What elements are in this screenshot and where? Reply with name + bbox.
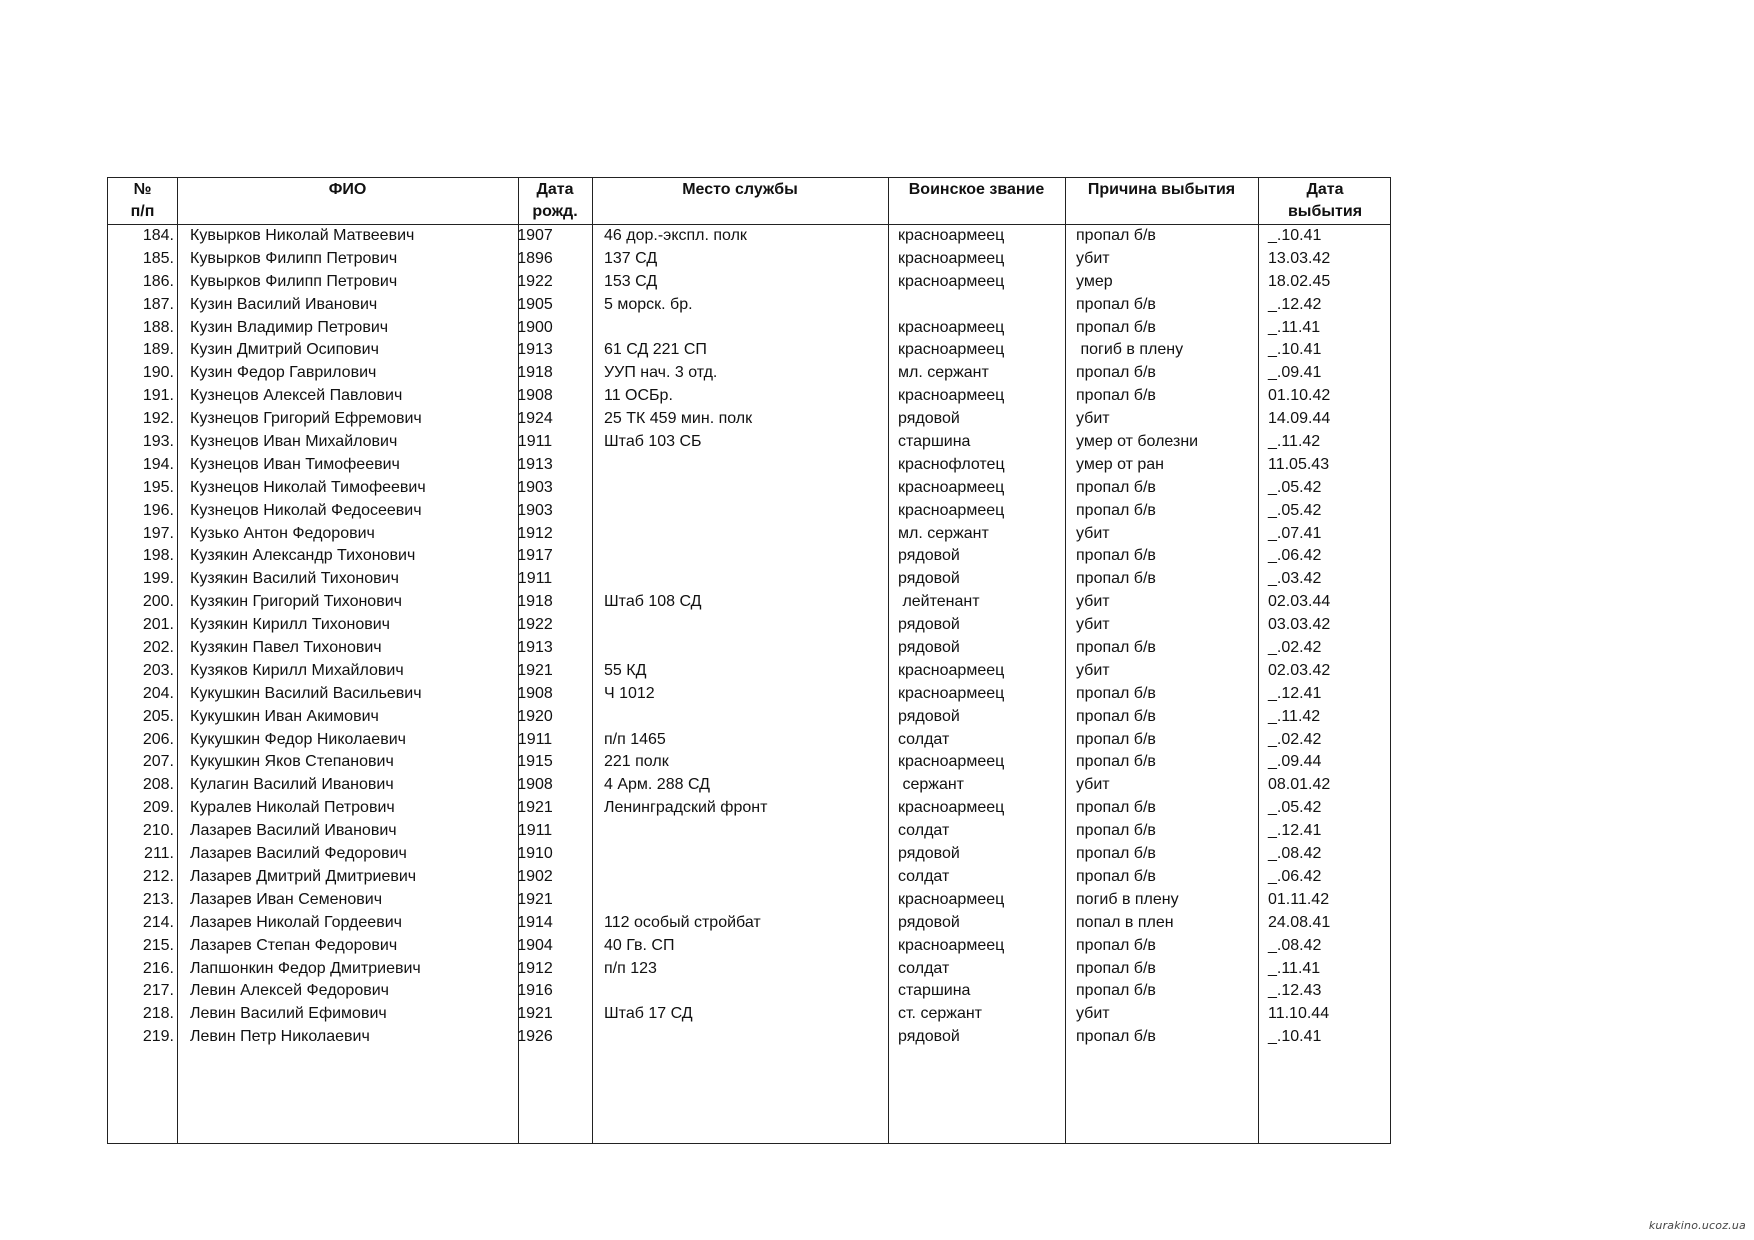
military-rank-cell: красноармеец bbox=[898, 890, 1005, 908]
full-name-cell: Кувырков Николай Матвеевич bbox=[190, 227, 415, 244]
service-unit-cell: 5 морск. бр. bbox=[604, 295, 693, 313]
loss-reason-cell: попал в плен bbox=[1076, 913, 1174, 931]
header-date-line1: Дата bbox=[1306, 181, 1344, 198]
military-rank-cell: красноармеец bbox=[898, 753, 1005, 771]
loss-reason-cell: пропал б/в bbox=[1076, 227, 1156, 244]
loss-date-cell: _.10.41 bbox=[1268, 1028, 1322, 1046]
full-name-cell: Кузин Владимир Петрович bbox=[190, 318, 389, 336]
loss-reason-cell: пропал б/в bbox=[1076, 387, 1156, 405]
birth-year-cell: 1905 bbox=[517, 295, 553, 313]
site-watermark: kurakino.ucoz.ua bbox=[1648, 1219, 1746, 1232]
service-unit-cell: 55 КД bbox=[604, 661, 647, 679]
header-num-line1: № bbox=[133, 181, 152, 198]
loss-date-cell: _.12.41 bbox=[1268, 684, 1322, 702]
table-row bbox=[108, 866, 1390, 889]
service-unit-cell: 153 СД bbox=[604, 272, 658, 290]
birth-year-cell: 1907 bbox=[517, 227, 553, 244]
birth-year-cell: 1900 bbox=[517, 318, 553, 336]
birth-year-cell: 1914 bbox=[517, 913, 553, 931]
service-unit-cell: 61 СД 221 СП bbox=[604, 341, 707, 359]
table-row bbox=[108, 500, 1390, 523]
row-number-cell: 209. bbox=[142, 799, 174, 817]
birth-year-cell: 1922 bbox=[517, 272, 553, 290]
loss-date-cell: 08.01.42 bbox=[1268, 776, 1331, 794]
birth-year-cell: 1917 bbox=[517, 547, 553, 565]
row-number-cell: 189. bbox=[142, 341, 174, 359]
birth-year-cell: 1922 bbox=[517, 616, 553, 634]
loss-reason-cell: пропал б/в bbox=[1076, 982, 1156, 1000]
table-row bbox=[108, 294, 1390, 317]
table-row bbox=[108, 545, 1390, 568]
birth-year-cell: 1911 bbox=[517, 730, 553, 748]
loss-date-cell: _.07.41 bbox=[1268, 524, 1322, 542]
military-rank-cell: рядовой bbox=[898, 845, 960, 863]
service-unit-cell: 112 особый стройбат bbox=[604, 913, 761, 931]
military-rank-cell: старшина bbox=[898, 433, 971, 451]
loss-reason-cell: пропал б/в bbox=[1076, 295, 1156, 313]
row-number-cell: 213. bbox=[142, 890, 174, 908]
row-number-cell: 210. bbox=[142, 822, 174, 840]
full-name-cell: Кузякин Григорий Тихонович bbox=[190, 593, 402, 611]
loss-date-cell: _.08.42 bbox=[1268, 936, 1322, 954]
header-name-label: ФИО bbox=[328, 181, 367, 198]
birth-year-cell: 1918 bbox=[517, 364, 553, 382]
birth-year-cell: 1913 bbox=[517, 455, 553, 473]
full-name-cell: Кукушкин Василий Васильевич bbox=[190, 684, 422, 702]
full-name-cell: Кузин Дмитрий Осипович bbox=[190, 341, 379, 359]
header-year-line2: рожд. bbox=[532, 203, 578, 220]
loss-date-cell: _.12.43 bbox=[1268, 982, 1322, 1000]
table-row bbox=[108, 729, 1390, 752]
military-rank-cell: красноармеец bbox=[898, 227, 1005, 244]
loss-date-cell: _.11.41 bbox=[1268, 959, 1321, 977]
row-number-cell: 194. bbox=[142, 455, 174, 473]
header-unit-label: Место службы bbox=[682, 181, 798, 198]
table-row bbox=[108, 912, 1390, 935]
table-row bbox=[108, 614, 1390, 637]
birth-year-cell: 1912 bbox=[517, 524, 553, 542]
table-row bbox=[108, 843, 1390, 866]
table-row bbox=[108, 248, 1390, 271]
full-name-cell: Кузин Василий Иванович bbox=[190, 295, 378, 313]
service-unit-cell: Ч 1012 bbox=[604, 684, 655, 702]
loss-reason-cell: пропал б/в bbox=[1076, 364, 1156, 382]
service-unit-cell: п/п 1465 bbox=[604, 730, 666, 748]
table-body bbox=[108, 225, 1390, 1049]
service-unit-cell: 4 Арм. 288 СД bbox=[604, 776, 710, 794]
military-rank-cell: красноармеец bbox=[898, 341, 1005, 359]
birth-year-cell: 1918 bbox=[517, 593, 553, 611]
loss-date-cell: 03.03.42 bbox=[1268, 616, 1331, 634]
row-number-cell: 187. bbox=[142, 295, 174, 313]
military-rank-cell: мл. сержант bbox=[898, 364, 989, 382]
row-number-cell: 218. bbox=[142, 1005, 174, 1023]
loss-date-cell: _.02.42 bbox=[1268, 730, 1322, 748]
birth-year-cell: 1911 bbox=[517, 822, 553, 840]
table-row bbox=[108, 774, 1390, 797]
loss-date-cell: _.08.42 bbox=[1268, 845, 1322, 863]
military-rank-cell: солдат bbox=[898, 822, 950, 840]
birth-year-cell: 1910 bbox=[517, 845, 553, 863]
birth-year-cell: 1908 bbox=[517, 684, 553, 702]
loss-reason-cell: пропал б/в bbox=[1076, 730, 1156, 748]
full-name-cell: Кукушкин Иван Акимович bbox=[190, 707, 379, 725]
loss-date-cell: _.12.41 bbox=[1268, 822, 1322, 840]
loss-date-cell: 01.10.42 bbox=[1268, 387, 1331, 405]
loss-reason-cell: пропал б/в bbox=[1076, 799, 1156, 817]
birth-year-cell: 1902 bbox=[517, 867, 553, 885]
birth-year-cell: 1903 bbox=[517, 501, 553, 519]
header-reason bbox=[1065, 178, 1258, 224]
casualty-table bbox=[107, 177, 1391, 1144]
birth-year-cell: 1912 bbox=[517, 959, 553, 977]
birth-year-cell: 1924 bbox=[517, 410, 553, 428]
loss-reason-cell: пропал б/в bbox=[1076, 867, 1156, 885]
military-rank-cell: лейтенант bbox=[898, 593, 980, 611]
loss-date-cell: 02.03.44 bbox=[1268, 593, 1331, 611]
header-date-line2: выбытия bbox=[1287, 203, 1363, 220]
birth-year-cell: 1915 bbox=[517, 753, 553, 771]
loss-reason-cell: убит bbox=[1076, 1005, 1110, 1023]
loss-reason-cell: убит bbox=[1076, 249, 1110, 267]
full-name-cell: Кукушкин Яков Степанович bbox=[190, 753, 394, 771]
loss-reason-cell: пропал б/в bbox=[1076, 570, 1156, 588]
row-number-cell: 219. bbox=[142, 1028, 174, 1046]
table-row bbox=[108, 637, 1390, 660]
full-name-cell: Кузяков Кирилл Михайлович bbox=[190, 661, 404, 679]
birth-year-cell: 1921 bbox=[517, 661, 553, 679]
birth-year-cell: 1913 bbox=[517, 341, 553, 359]
loss-date-cell: 01.11.42 bbox=[1268, 890, 1330, 908]
military-rank-cell: солдат bbox=[898, 959, 950, 977]
row-number-cell: 195. bbox=[142, 478, 174, 496]
row-number-cell: 215. bbox=[142, 936, 174, 954]
loss-reason-cell: пропал б/в bbox=[1076, 845, 1156, 863]
table-row bbox=[108, 820, 1390, 843]
loss-reason-cell: убит bbox=[1076, 776, 1110, 794]
birth-year-cell: 1904 bbox=[517, 936, 553, 954]
loss-reason-cell: пропал б/в bbox=[1076, 936, 1156, 954]
military-rank-cell: красноармеец bbox=[898, 501, 1005, 519]
military-rank-cell: ст. сержант bbox=[898, 1005, 983, 1023]
loss-date-cell: 11.05.43 bbox=[1268, 455, 1330, 473]
table-row bbox=[108, 980, 1390, 1003]
row-number-cell: 205. bbox=[142, 707, 174, 725]
row-number-cell: 211. bbox=[144, 845, 174, 863]
loss-date-cell: _.05.42 bbox=[1268, 799, 1322, 817]
full-name-cell: Левин Василий Ефимович bbox=[190, 1005, 387, 1023]
loss-date-cell: _.06.42 bbox=[1268, 867, 1322, 885]
loss-date-cell: _.06.42 bbox=[1268, 547, 1322, 565]
row-number-cell: 204. bbox=[142, 684, 174, 702]
table-row bbox=[108, 889, 1390, 912]
military-rank-cell: красноармеец bbox=[898, 318, 1005, 336]
full-name-cell: Куралев Николай Петрович bbox=[190, 799, 395, 817]
header-year-line1: Дата bbox=[536, 181, 574, 198]
header-unit bbox=[592, 178, 888, 224]
table-row bbox=[108, 362, 1390, 385]
header-name bbox=[177, 178, 518, 224]
loss-date-cell: _.11.42 bbox=[1268, 433, 1321, 451]
row-number-cell: 198. bbox=[142, 547, 174, 565]
loss-date-cell: 11.10.44 bbox=[1268, 1005, 1330, 1023]
military-rank-cell: красноармеец bbox=[898, 936, 1005, 954]
row-number-cell: 216. bbox=[142, 959, 174, 977]
full-name-cell: Кузякин Кирилл Тихонович bbox=[190, 616, 390, 634]
military-rank-cell: рядовой bbox=[898, 639, 960, 657]
loss-date-cell: _.10.41 bbox=[1268, 341, 1322, 359]
military-rank-cell: красноармеец bbox=[898, 272, 1005, 290]
full-name-cell: Кувырков Филипп Петрович bbox=[190, 272, 398, 290]
table-row bbox=[108, 935, 1390, 958]
military-rank-cell: рядовой bbox=[898, 707, 960, 725]
military-rank-cell: красноармеец bbox=[898, 249, 1005, 267]
loss-date-cell: 13.03.42 bbox=[1268, 249, 1331, 267]
row-number-cell: 188. bbox=[142, 318, 174, 336]
row-number-cell: 186. bbox=[142, 272, 174, 290]
table-row bbox=[108, 797, 1390, 820]
full-name-cell: Кулагин Василий Иванович bbox=[190, 776, 394, 794]
military-rank-cell: сержант bbox=[898, 776, 965, 794]
row-number-cell: 208. bbox=[142, 776, 174, 794]
loss-reason-cell: пропал б/в bbox=[1076, 501, 1156, 519]
loss-date-cell: _.11.41 bbox=[1268, 318, 1321, 336]
loss-reason-cell: пропал б/в bbox=[1076, 639, 1156, 657]
military-rank-cell: рядовой bbox=[898, 1028, 960, 1046]
table-row bbox=[108, 225, 1390, 248]
military-rank-cell: солдат bbox=[898, 730, 950, 748]
military-rank-cell: рядовой bbox=[898, 616, 960, 634]
table-row bbox=[108, 454, 1390, 477]
service-unit-cell: 40 Гв. СП bbox=[604, 936, 675, 954]
loss-reason-cell: пропал б/в bbox=[1076, 753, 1156, 771]
header-num bbox=[108, 178, 177, 224]
header-num-line2: п/п bbox=[130, 203, 155, 220]
loss-date-cell: 14.09.44 bbox=[1268, 410, 1331, 428]
row-number-cell: 203. bbox=[142, 661, 174, 679]
full-name-cell: Лазарев Степан Федорович bbox=[190, 936, 398, 954]
service-unit-cell: 25 ТК 459 мин. полк bbox=[604, 410, 753, 428]
birth-year-cell: 1921 bbox=[517, 890, 553, 908]
military-rank-cell: рядовой bbox=[898, 913, 960, 931]
full-name-cell: Кукушкин Федор Николаевич bbox=[190, 730, 406, 748]
full-name-cell: Кузнецов Алексей Павлович bbox=[190, 387, 403, 405]
service-unit-cell: Штаб 17 СД bbox=[604, 1005, 693, 1023]
birth-year-cell: 1908 bbox=[517, 776, 553, 794]
table-row bbox=[108, 477, 1390, 500]
loss-reason-cell: пропал б/в bbox=[1076, 684, 1156, 702]
loss-date-cell: 24.08.41 bbox=[1268, 913, 1331, 931]
full-name-cell: Кузнецов Николай Тимофеевич bbox=[190, 478, 426, 496]
loss-reason-cell: умер от болезни bbox=[1076, 433, 1199, 451]
row-number-cell: 214. bbox=[142, 913, 174, 931]
full-name-cell: Кузнецов Иван Тимофеевич bbox=[190, 455, 400, 473]
full-name-cell: Лазарев Николай Гордеевич bbox=[190, 913, 402, 931]
full-name-cell: Кузнецов Николай Федосеевич bbox=[190, 501, 422, 519]
military-rank-cell: рядовой bbox=[898, 547, 960, 565]
military-rank-cell: рядовой bbox=[898, 410, 960, 428]
full-name-cell: Кузин Федор Гаврилович bbox=[190, 364, 377, 382]
row-number-cell: 190. bbox=[142, 364, 174, 382]
military-rank-cell: красноармеец bbox=[898, 661, 1005, 679]
row-number-cell: 207. bbox=[142, 753, 174, 771]
loss-reason-cell: погиб в плену bbox=[1076, 890, 1179, 908]
birth-year-cell: 1913 bbox=[517, 639, 553, 657]
header-birth-year bbox=[518, 178, 592, 224]
table-row bbox=[108, 523, 1390, 546]
loss-date-cell: _.11.42 bbox=[1268, 707, 1321, 725]
table-row bbox=[108, 958, 1390, 981]
full-name-cell: Кувырков Филипп Петрович bbox=[190, 249, 398, 267]
table-row bbox=[108, 568, 1390, 591]
table-row bbox=[108, 317, 1390, 340]
loss-reason-cell: пропал б/в bbox=[1076, 547, 1156, 565]
military-rank-cell: старшина bbox=[898, 982, 971, 1000]
service-unit-cell: 11 ОСБр. bbox=[604, 387, 673, 405]
birth-year-cell: 1911 bbox=[517, 433, 553, 451]
table-row bbox=[108, 385, 1390, 408]
birth-year-cell: 1920 bbox=[517, 707, 553, 725]
table-row bbox=[108, 271, 1390, 294]
full-name-cell: Лазарев Дмитрий Дмитриевич bbox=[190, 867, 417, 885]
service-unit-cell: Штаб 103 СБ bbox=[604, 433, 702, 451]
header-rank-label: Воинское звание bbox=[908, 181, 1045, 198]
service-unit-cell: Штаб 108 СД bbox=[604, 593, 702, 611]
service-unit-cell: Ленинградский фронт bbox=[604, 799, 768, 817]
row-number-cell: 201. bbox=[142, 616, 174, 634]
loss-reason-cell: убит bbox=[1076, 616, 1110, 634]
table-row bbox=[108, 339, 1390, 362]
table-row bbox=[108, 591, 1390, 614]
loss-date-cell: 02.03.42 bbox=[1268, 661, 1331, 679]
loss-reason-cell: пропал б/в bbox=[1076, 478, 1156, 496]
military-rank-cell: солдат bbox=[898, 867, 950, 885]
full-name-cell: Левин Петр Николаевич bbox=[190, 1028, 370, 1046]
loss-reason-cell: умер от ран bbox=[1076, 455, 1165, 473]
loss-date-cell: _.05.42 bbox=[1268, 501, 1322, 519]
loss-date-cell: 18.02.45 bbox=[1268, 272, 1331, 290]
row-number-cell: 193. bbox=[142, 433, 174, 451]
birth-year-cell: 1921 bbox=[517, 799, 553, 817]
loss-reason-cell: убит bbox=[1076, 661, 1110, 679]
loss-reason-cell: убит bbox=[1076, 410, 1110, 428]
full-name-cell: Кузякин Василий Тихонович bbox=[190, 570, 399, 588]
full-name-cell: Кузнецов Григорий Ефремович bbox=[190, 410, 422, 428]
full-name-cell: Лазарев Иван Семенович bbox=[190, 890, 383, 908]
service-unit-cell: 221 полк bbox=[604, 753, 669, 771]
row-number-cell: 184. bbox=[142, 227, 174, 244]
loss-reason-cell: пропал б/в bbox=[1076, 707, 1156, 725]
full-name-cell: Кузякин Павел Тихонович bbox=[190, 639, 382, 657]
row-number-cell: 206. bbox=[142, 730, 174, 748]
table-row bbox=[108, 660, 1390, 683]
row-number-cell: 197. bbox=[142, 524, 174, 542]
service-unit-cell: п/п 123 bbox=[604, 959, 657, 977]
full-name-cell: Лазарев Василий Федорович bbox=[190, 845, 407, 863]
table-row bbox=[108, 706, 1390, 729]
loss-reason-cell: погиб в плену bbox=[1076, 341, 1184, 359]
full-name-cell: Кузько Антон Федорович bbox=[190, 524, 375, 542]
service-unit-cell: 46 дор.-экспл. полк bbox=[604, 227, 747, 244]
military-rank-cell: красноармеец bbox=[898, 799, 1005, 817]
full-name-cell: Кузякин Александр Тихонович bbox=[190, 547, 416, 565]
birth-year-cell: 1926 bbox=[517, 1028, 553, 1046]
birth-year-cell: 1908 bbox=[517, 387, 553, 405]
birth-year-cell: 1896 bbox=[517, 249, 553, 267]
full-name-cell: Левин Алексей Федорович bbox=[190, 982, 389, 1000]
loss-reason-cell: умер bbox=[1076, 272, 1113, 290]
birth-year-cell: 1921 bbox=[517, 1005, 553, 1023]
full-name-cell: Лазарев Василий Иванович bbox=[190, 822, 397, 840]
loss-reason-cell: пропал б/в bbox=[1076, 318, 1156, 336]
military-rank-cell: рядовой bbox=[898, 570, 960, 588]
birth-year-cell: 1916 bbox=[517, 982, 553, 1000]
loss-reason-cell: убит bbox=[1076, 524, 1110, 542]
loss-reason-cell: пропал б/в bbox=[1076, 822, 1156, 840]
military-rank-cell: красноармеец bbox=[898, 478, 1005, 496]
loss-date-cell: _.02.42 bbox=[1268, 639, 1322, 657]
table-row bbox=[108, 683, 1390, 706]
military-rank-cell: красноармеец bbox=[898, 387, 1005, 405]
full-name-cell: Кузнецов Иван Михайлович bbox=[190, 433, 398, 451]
table-row bbox=[108, 751, 1390, 774]
header-date bbox=[1258, 178, 1392, 224]
row-number-cell: 202. bbox=[142, 639, 174, 657]
loss-reason-cell: пропал б/в bbox=[1076, 1028, 1156, 1046]
row-number-cell: 191. bbox=[142, 387, 174, 405]
full-name-cell: Лапшонкин Федор Дмитриевич bbox=[190, 959, 421, 977]
table-row bbox=[108, 1026, 1390, 1049]
table-row bbox=[108, 408, 1390, 431]
service-unit-cell: УУП нач. 3 отд. bbox=[604, 364, 718, 382]
service-unit-cell: 137 СД bbox=[604, 249, 658, 267]
loss-reason-cell: пропал б/в bbox=[1076, 959, 1156, 977]
row-number-cell: 185. bbox=[142, 249, 174, 267]
loss-date-cell: _.09.44 bbox=[1268, 753, 1322, 771]
loss-date-cell: _.10.41 bbox=[1268, 227, 1322, 244]
header-rank bbox=[888, 178, 1065, 224]
row-number-cell: 217. bbox=[142, 982, 174, 1000]
military-rank-cell: красноармеец bbox=[898, 684, 1005, 702]
loss-reason-cell: убит bbox=[1076, 593, 1110, 611]
row-number-cell: 200. bbox=[142, 593, 174, 611]
loss-date-cell: _.12.42 bbox=[1268, 295, 1322, 313]
military-rank-cell: мл. сержант bbox=[898, 524, 989, 542]
birth-year-cell: 1903 bbox=[517, 478, 553, 496]
table-row bbox=[108, 431, 1390, 454]
table-row bbox=[108, 1003, 1390, 1026]
loss-date-cell: _.03.42 bbox=[1268, 570, 1322, 588]
row-number-cell: 199. bbox=[142, 570, 174, 588]
row-number-cell: 192. bbox=[142, 410, 174, 428]
row-number-cell: 196. bbox=[142, 501, 174, 519]
birth-year-cell: 1911 bbox=[517, 570, 553, 588]
header-reason-label: Причина выбытия bbox=[1087, 181, 1236, 198]
loss-date-cell: _.09.41 bbox=[1268, 364, 1322, 382]
row-number-cell: 212. bbox=[142, 867, 174, 885]
military-rank-cell: краснофлотец bbox=[898, 455, 1005, 473]
loss-date-cell: _.05.42 bbox=[1268, 478, 1322, 496]
